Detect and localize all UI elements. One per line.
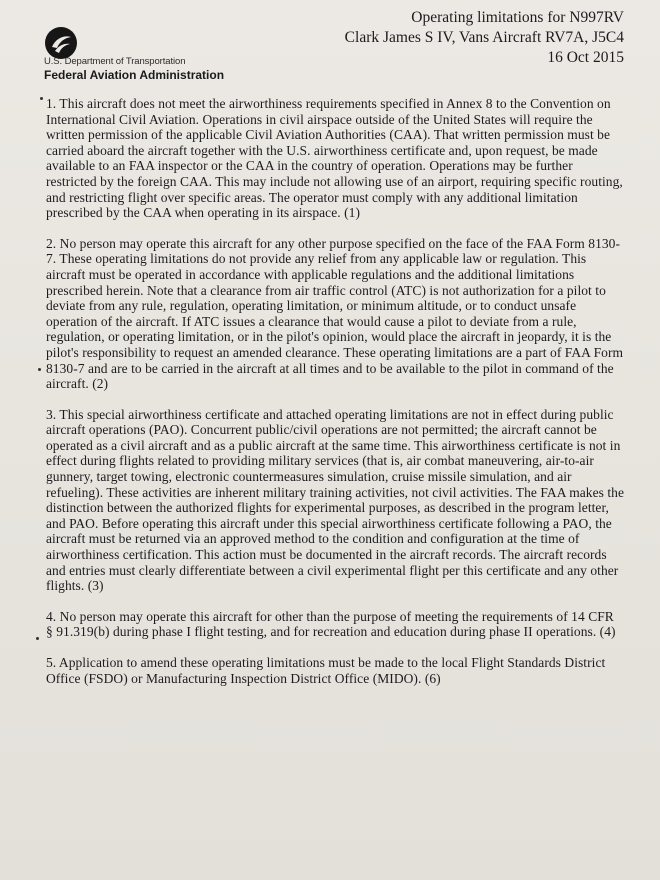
limitation-paragraph-5: 5. Application to amend these operating limitations must be made to the local Flight Standards District Office (FSDO) or Manufacturing Inspection District Office (MIDO). (6) — [46, 655, 606, 686]
limitation-paragraph-2: 2. No person may operate this aircraft for any other purpose specified on the face of the FAA Form 8130-7. These operating limitations do not provide any relief from any applicable law or regulation. This aircraft must be operated in accordance with applicable regulations and the additional limitations prescribed herein. Note that a clearance from air traffic control (ATC) is not authorization for a pilot to deviate from any rule, regulation, operating limitation, or minimum altitude, or to conduct unsafe operation of the aircraft. If ATC issues a clearance that would cause a pilot to deviate from a rule, regulation, or operating limitation, or in the pilot's opinion, would place the aircraft in jeopardy, it is the pilot's responsibility to request an amended clearance. These operating limitations are a part of FAA Form 8130-7 and are to be carried in the aircraft at all times and to be available to the pilot in command of the aircraft. (2) — [46, 235, 624, 392]
limitations-body — [46, 96, 624, 701]
document-header — [345, 8, 624, 68]
agency-name: Federal Aviation Administration — [44, 68, 225, 82]
stray-mark — [38, 368, 41, 371]
limitation-paragraph-3: 3. This special airworthiness certificate and attached operating limitations are not in effect during public aircraft operations (PAO). Concurrent public/civil operations are not permitted; the aircraft cannot be operated as a civil aircraft and as a public aircraft at the same time. This airworthiness certificate is not in effect during flights related to providing military services (that is, air combat maneuvering, air-to-air gunnery, target towing, electronic countermeasures simulation, cruise missile simulation, and air refueling). These activities are inherent military training activities, not civil activities. The FAA makes the distinction between the authorized flights for experimental purposes, as described in the program letter, and PAO. Before operating this aircraft under this special airworthiness certificate following a PAO, the aircraft must be returned via an approved method to the condition and configuration at the time of airworthiness certification. This action must be documented in the aircraft records. The aircraft records and entries must clearly differentiate between a civil experimental flight per this certificate and any other flights. (3) — [46, 406, 625, 594]
limitation-paragraph-1: 1. This aircraft does not meet the airworthiness requirements specified in Annex 8 to the Convention on International Civil Aviation. Operations in civil airspace outside of the United States will require the written permission of the applicable Civil Aviation Authorities (CAA). That written permission must be carried aboard the aircraft together with the U.S. airworthiness certificate and, upon request, be made available to an FAA inspector or the CAA in the country of operation. Operations may be further restricted by the foreign CAA. This may include not allowing use of an airport, requiring specific routing, and restricting flight over specific areas. The operator must comply with any additional limitation prescribed by the CAA when operating in its airspace. (1) — [46, 96, 623, 221]
stray-mark — [36, 637, 39, 640]
dot-logo-icon — [44, 26, 78, 60]
header-date: 16 Oct 2015 — [547, 49, 624, 66]
stray-mark — [40, 97, 43, 100]
agency-block — [44, 56, 224, 82]
header-owner-aircraft: Clark James S IV, Vans Aircraft RV7A, J5C4 — [344, 29, 624, 46]
header-title: Operating limitations for N997RV — [411, 9, 624, 26]
department-name: U.S. Department of Transportation — [44, 56, 186, 67]
limitation-paragraph-4: 4. No person may operate this aircraft for other than the purpose of meeting the requirements of 14 CFR § 91.319(b) during phase I flight testing, and for recreation and education during phase II operations. (4) — [46, 608, 616, 640]
